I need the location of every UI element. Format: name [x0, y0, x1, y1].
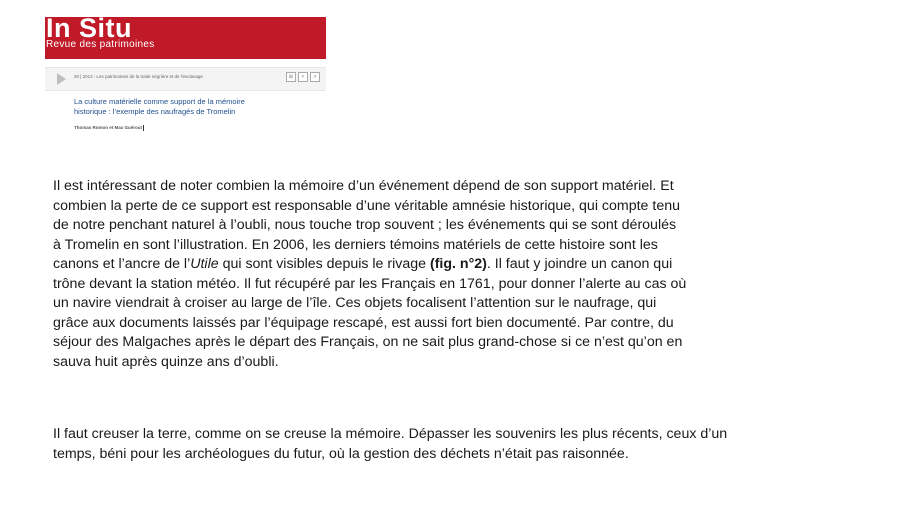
article-title — [74, 97, 304, 117]
text-segment: canons et l’ancre de l’ — [53, 256, 191, 272]
text-line: combien la perte de ce support est responsable d’une véritable amnésie historique, qui compte tenu — [53, 197, 680, 214]
text-line: un navire viendrait à croiser au large de l’île. Ces objets focalisent l’attention sur le naufrage, qui — [53, 295, 657, 311]
text-line — [53, 255, 813, 275]
figure-reference: (fig. n°2) — [429, 256, 487, 272]
journal-page-thumbnail — [45, 17, 326, 136]
authors-text: Thomas Romon et Max Guérout — [74, 125, 143, 131]
text-line: Il faut creuser la terre, comme on se creuse la mémoire. Dépasser les souvenirs les plus récents, ceux d’un — [53, 426, 728, 442]
text-line: sauva huit après quinze ans d’oubli. — [53, 353, 279, 370]
journal-subtitle: Revue des patrimoines — [46, 39, 155, 50]
paragraph-2 — [53, 425, 813, 464]
play-icon — [57, 73, 66, 85]
journal-title: In Situ — [46, 17, 132, 43]
paragraph-1 — [53, 177, 813, 372]
prev-icon: < — [298, 72, 308, 82]
journal-nav-bar — [45, 67, 326, 91]
text-segment: . Il faut y joindre un canon qui — [486, 256, 673, 272]
text-line: grâce aux documents laissés par l’équipage rescapé, est aussi fort bien documenté. Par contre, du — [53, 314, 674, 331]
article-title-line: La culture matérielle comme support de la mémoire — [74, 97, 245, 106]
ship-name-utile: Utile — [190, 256, 219, 272]
text-line: temps, béni pour les archéologues du futur, où la gestion des déchets n’était pas raisonnée. — [53, 445, 629, 462]
text-segment: qui sont visibles depuis le rivage — [218, 256, 430, 272]
journal-banner — [45, 17, 326, 59]
text-cursor — [143, 125, 144, 131]
next-icon: > — [310, 72, 320, 82]
nav-buttons — [286, 72, 320, 82]
text-line: séjour des Malgaches après le départ des Français, on ne sait plus grand-chose si ce n’est qu’on en — [53, 334, 683, 350]
text-line: trône devant la station météo. Il fut récupéré par les Français en 1761, pour donner l’alerte au cas où — [53, 275, 687, 292]
text-line: Il est intéressant de noter combien la mémoire d’un événement dépend de son support matériel. Et — [53, 178, 674, 194]
breadcrumb: 20 | 2013 : Les patrimoines de la traite négrière et de l'esclavage — [74, 74, 203, 79]
article-title-line: historique : l’exemple des naufragés de Tromelin — [74, 107, 236, 116]
grid-icon: ⊞ — [286, 72, 296, 82]
text-line: à Tromelin en sont l’illustration. En 2006, les derniers témoins matériels de cette histoire sont les — [53, 236, 658, 253]
article-authors — [74, 125, 144, 131]
text-line: de notre penchant naturel à l’oubli, nous touche trop souvent ; les événements qui se sont déroulés — [53, 217, 677, 233]
